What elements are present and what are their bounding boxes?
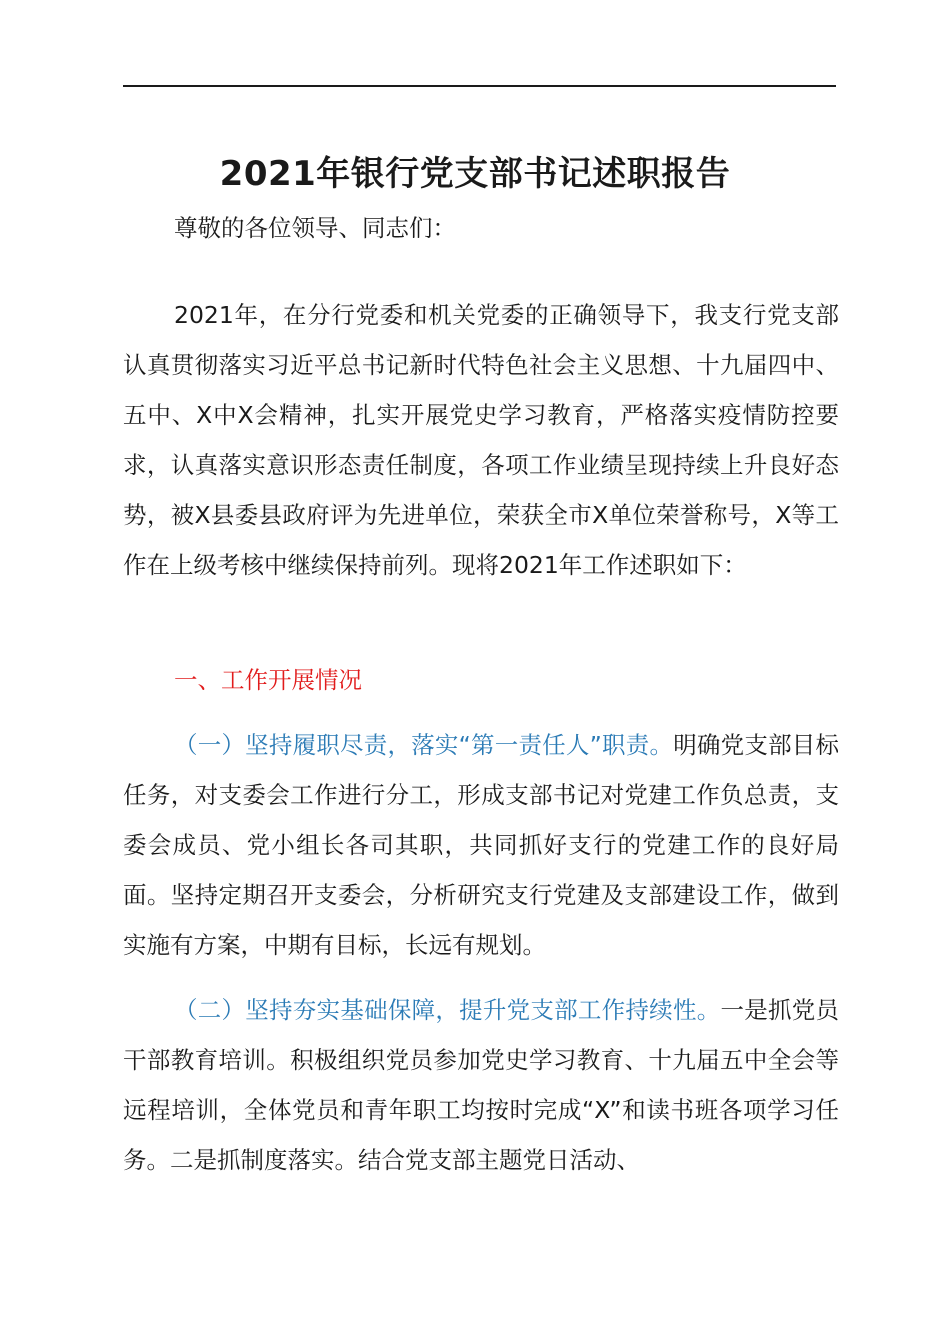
subsection-1 bbox=[123, 720, 839, 970]
section-heading bbox=[123, 655, 839, 705]
salutation-text: 尊敬的各位领导、同志们： bbox=[174, 214, 456, 242]
subsection-2-body: 一是抓党员干部教育培训。积极组织党员参加党史学习教育、十九届五中全会等远程培训，全体党员和青年职工均按时完成“X”和读书班各项学习任务。二是抓制度落实。结合党支部主题党日活动、 bbox=[123, 996, 840, 1174]
subsection-1-paragraph bbox=[123, 720, 839, 970]
subsection-2 bbox=[123, 985, 839, 1185]
intro-paragraph-text: 2021年，在分行党委和机关党委的正确领导下，我支行党支部认真贯彻落实习近平总书记新时代特色社会主义思想、十九届四中、五中、X中X会精神，扎实开展党史学习教育，严格落实疫情防控要求，认真落实意识形态责任制度，各项工作业绩呈现持续上升良好态势，被X县委县政府评为先进单位，荣获全市X单位荣誉称号，X等工作在上级考核中继续保持前列。现将2021年工作述职如下： bbox=[123, 301, 839, 579]
subsection-1-body: 明确党支部目标任务，对支委会工作进行分工，形成支部书记对党建工作负总责，支委会成员、党小组长各司其职，共同抓好支行的党建工作的良好局面。坚持定期召开支委会，分析研究支行党建及支部建设工作，做到实施有方案，中期有目标，长远有规划。 bbox=[123, 731, 840, 959]
subsection-2-heading: （二）坚持夯实基础保障，提升党支部工作持续性。 bbox=[174, 996, 721, 1024]
section-heading-text: 一、工作开展情况 bbox=[174, 666, 362, 694]
intro-paragraph bbox=[123, 290, 839, 590]
subsection-2-paragraph bbox=[123, 985, 839, 1185]
document-title: 2021年银行党支部书记述职报告 bbox=[219, 154, 731, 194]
header-rule bbox=[123, 85, 836, 87]
salutation bbox=[123, 203, 839, 253]
subsection-1-heading: （一）坚持履职尽责，落实“第一责任人”职责。 bbox=[174, 731, 674, 759]
